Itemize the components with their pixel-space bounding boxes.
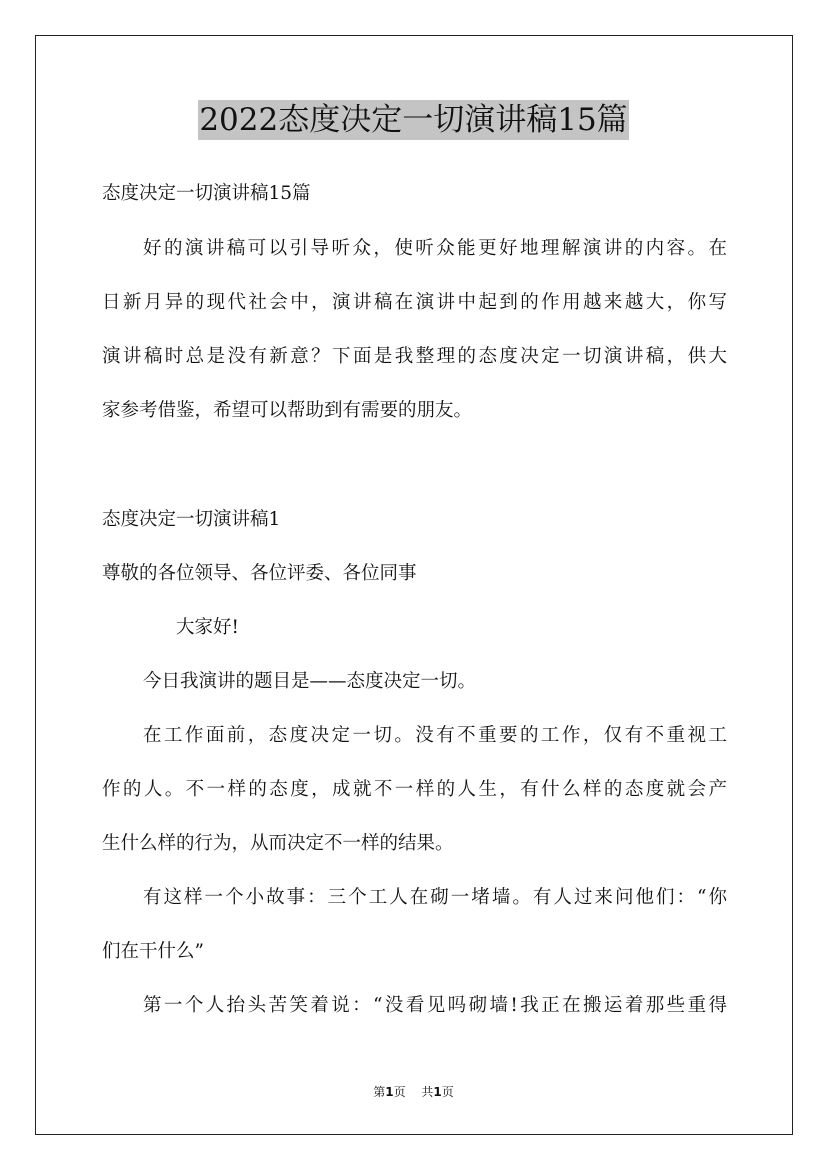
document-title: 2022态度决定一切演讲稿15篇 (199, 102, 628, 138)
title-wrap (0, 100, 827, 140)
subtitle: 态度决定一切演讲稿15篇 (102, 183, 311, 204)
intro-line-4: 家参考借鉴，希望可以帮助到有需要的朋友。 (102, 400, 473, 421)
body-line-4: 生什么样的行为，从而决定不一样的结果。 (102, 833, 454, 854)
body-line-5: 有这样一个小故事：三个工人在砌一堵墙。有人过来问他们：“你 (143, 887, 727, 908)
salutation: 尊敬的各位领导、各位评委、各位同事 (102, 563, 417, 584)
footer-page-number: 1 (385, 1085, 394, 1099)
footer-page-suffix: 页 (393, 1085, 406, 1099)
body-line-3: 作的人。不一样的态度，成就不一样的人生，有什么样的态度就会产 (102, 779, 727, 800)
footer-total-suffix: 页 (441, 1085, 454, 1099)
greeting: 大家好! (176, 617, 239, 638)
body-line-6: 们在干什么” (102, 941, 204, 962)
footer-total-number: 1 (433, 1085, 442, 1099)
intro-line-2: 日新月异的现代社会中，演讲稿在演讲中起到的作用越来越大，你写 (102, 292, 727, 313)
footer-total-prefix: 共 (421, 1085, 434, 1099)
body-line-2: 在工作面前，态度决定一切。没有不重要的工作，仅有不重视工 (143, 725, 727, 746)
section-heading: 态度决定一切演讲稿1 (102, 509, 281, 530)
body-line-1: 今日我演讲的题目是——态度决定一切。 (143, 671, 477, 692)
intro-line-1: 好的演讲稿可以引导听众，使听众能更好地理解演讲的内容。在 (143, 238, 727, 259)
body-line-7: 第一个人抬头苦笑着说：“没看见吗砌墙!我正在搬运着那些重得 (143, 995, 727, 1016)
intro-line-3: 演讲稿时总是没有新意？下面是我整理的态度决定一切演讲稿，供大 (102, 346, 727, 367)
page-footer (0, 1084, 827, 1100)
footer-page-prefix: 第 (373, 1085, 386, 1099)
